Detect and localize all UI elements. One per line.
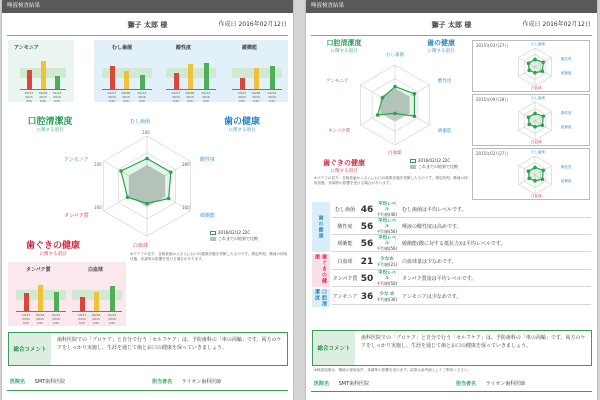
radar-point [533, 112, 537, 116]
history-label: 酸性度 [561, 165, 572, 169]
bar-date-label: 03/27 2015 03C [77, 313, 87, 325]
section-teeth-sub: に関する項目 [427, 49, 455, 54]
radar-scale-label: 100 [94, 205, 102, 210]
legend-current: 2016/02/12 22C [218, 230, 251, 235]
footer-line [311, 391, 592, 392]
row-level [376, 271, 398, 286]
clinic-label: 医院名 [10, 379, 26, 385]
axis-line [232, 89, 282, 90]
level-range: 平均値(46) [376, 212, 398, 217]
comment-box [8, 332, 288, 366]
bar-date-label: 02/12 2016 03C [201, 91, 211, 103]
doctor-info [152, 378, 221, 385]
row-comment: タンパク質量は平均レベルです。 [402, 276, 477, 282]
bar-date-label: 02/12 2016 03C [52, 91, 62, 103]
bar-chart [166, 56, 216, 103]
panel-title: むし歯菌 [112, 45, 133, 51]
radar-chart [92, 128, 202, 246]
bar-date-label: 09/28 2015 03C [251, 91, 261, 103]
history-label: 酸性度 [561, 111, 572, 115]
row-level [376, 219, 398, 234]
bar-date-label: 03/27 2015 03C [107, 91, 117, 103]
clinic-name: SMT歯科医院 [338, 381, 370, 387]
radar-point [413, 114, 417, 118]
bar-chart [232, 56, 282, 103]
clinic-name: SMT歯科医院 [34, 379, 66, 385]
history-label: 白血球 [531, 86, 542, 90]
bar [110, 66, 115, 90]
panel-teeth-group [94, 40, 288, 102]
radar-scale-label: 100 [142, 130, 150, 135]
section-teeth-sub: に関する項目 [228, 128, 256, 133]
row-name: むし歯菌 [334, 207, 355, 213]
row-value: 50 [360, 273, 374, 284]
section-clean-title: 口腔清潔度 [27, 117, 73, 127]
radar-point [119, 169, 123, 173]
category-gum: 歯ぐきの健康 [312, 254, 330, 287]
doctor-info [456, 380, 525, 387]
table-row [332, 254, 591, 270]
history-radar [513, 45, 557, 89]
row-name: タンパク質 [332, 276, 358, 282]
category-teeth: 歯の健康 [312, 202, 330, 252]
table-row [332, 219, 591, 235]
history-label: 緩衝能 [561, 179, 572, 183]
level-label: 少なめ [380, 256, 394, 262]
radar-point [381, 96, 385, 100]
level-range: 平均値(56) [376, 246, 398, 251]
row-comment: 唾液の酸性度は高めです。 [402, 224, 462, 230]
panel-title: 酸性度 [176, 45, 192, 51]
axis-line [102, 89, 152, 90]
level-label: 平均レベル [378, 202, 396, 212]
radar-label: 酸性度 [200, 157, 216, 163]
history-chart [472, 94, 590, 146]
radar-point [393, 85, 397, 89]
row-value: 36 [360, 291, 374, 302]
section-gum-title: 歯ぐきの健康 [25, 241, 80, 251]
row-value: 46 [360, 204, 374, 215]
history-date: 2015年09月28日 [476, 97, 509, 102]
history-chart [472, 40, 590, 92]
legend-reference: これまでの結果で比較 [418, 164, 458, 169]
history-date: 2015年02月27日 [476, 151, 509, 156]
bar-chart [72, 278, 122, 325]
level-label: 少な め [379, 291, 395, 297]
history-radar [513, 153, 557, 197]
row-value: 56 [360, 221, 374, 232]
radar-point [527, 169, 531, 173]
radar-point [145, 202, 149, 206]
axis-line [20, 89, 66, 90]
panel-title: タンパク質 [26, 267, 51, 273]
clinic-label: 医院名 [314, 381, 330, 387]
section-clean-title: 口腔清潔度 [326, 39, 362, 47]
panel-ammonia [8, 40, 74, 102]
section-gum-title: 歯ぐきの健康 [323, 159, 365, 167]
bar-date-label: 02/12 2016 03C [137, 91, 147, 103]
row-comment: 白血球量は少なめです。 [402, 259, 457, 265]
bar-date-label: 03/27 2015 03C [237, 91, 247, 103]
radar-point [533, 179, 537, 183]
radar-label: 白血球 [388, 151, 402, 156]
radar-label: むし歯菌 [386, 53, 404, 58]
radar-point [527, 123, 531, 127]
axis-line [166, 89, 216, 90]
result-table [312, 202, 591, 312]
bar [110, 286, 115, 312]
level-range: 平均値(36) [376, 296, 398, 302]
bar-date-label: 02/12 2016 03C [51, 313, 61, 325]
bar [124, 71, 129, 90]
bar [55, 76, 60, 90]
history-label: 緩衝能 [561, 125, 572, 129]
row-comment: 緩衝能(酸に対する抵抗力)は平均レベルです。 [402, 241, 506, 247]
radar-point [541, 168, 545, 172]
patient-name: 獅子 太郎 様 [431, 21, 472, 29]
level-label: 平均レベル [378, 236, 396, 246]
radar-scale-label: 100 [182, 162, 190, 167]
history-label: 緩衝能 [561, 71, 572, 75]
legend-reference: これまでの結果で比較 [218, 236, 258, 241]
section-teeth-title: 歯の健康 [427, 39, 455, 47]
row-level [376, 257, 398, 267]
doctor-name: ライオン歯科医師 [485, 381, 526, 387]
bar [204, 63, 209, 90]
level-range: 平均値(50) [376, 281, 398, 286]
row-value: 21 [360, 256, 374, 267]
radar-label: タンパク質 [328, 129, 351, 134]
clinic-info [314, 380, 369, 387]
bar-date-label: 09/28 2015 03C [185, 91, 195, 103]
radar-point [541, 123, 545, 127]
radar-label: タンパク質 [64, 213, 89, 219]
radar-point [393, 112, 397, 116]
table-row [332, 236, 591, 252]
doctor-label: 担当者名 [152, 379, 173, 385]
bar [38, 285, 43, 312]
table-row [332, 271, 591, 287]
comment-text: 歯科医院での「プロケア」と自分で行う「セルフケア」は、予防歯科の「車の両輪」です。両方のケアをしっかり実施し、生涯を通じて歯とお口の健康を保っていきましょう。 [57, 337, 282, 351]
bar-date-label: 09/28 2015 03C [35, 313, 45, 325]
bar-date-label: 03/27 2015 03C [21, 313, 31, 325]
radar-legend [210, 230, 258, 242]
radar-point [533, 58, 537, 62]
bar [27, 70, 32, 90]
bar-chart [16, 278, 66, 325]
bar-date-label: 03/27 2015 03C [24, 91, 34, 103]
radar-label: むし歯菌 [130, 119, 151, 125]
axis-line [72, 311, 122, 312]
radar-point [527, 177, 531, 181]
footer-line [7, 390, 288, 391]
radar-point [413, 92, 417, 96]
radar-point [541, 69, 545, 73]
panel-title: 緩衝能 [242, 45, 258, 51]
bar [24, 293, 29, 312]
radar-label: 緩衝能 [200, 213, 216, 219]
axis-line [16, 311, 66, 312]
bar-chart [20, 56, 66, 103]
row-level [376, 202, 398, 217]
doctor-label: 担当者名 [456, 381, 477, 387]
bar [80, 297, 85, 312]
row-comment: むし歯菌は平均レベルです。 [402, 207, 467, 213]
row-name: 白血球 [337, 259, 353, 265]
radar-point [167, 197, 171, 201]
doctor-name: ライオン歯科医師 [181, 379, 222, 385]
panel-title: アンモニア [14, 45, 39, 51]
history-label: 白血球 [531, 140, 542, 144]
bar-date-label: 09/28 2015 03C [38, 91, 48, 103]
bar [254, 68, 259, 90]
section-teeth-title: 歯の健康 [223, 117, 260, 127]
history-label: むし歯菌 [531, 96, 545, 100]
bar-date-label: 02/12 2016 03C [107, 313, 117, 325]
radar-point [527, 115, 531, 119]
section-gum-sub: に関する項目 [39, 252, 67, 257]
radar-point [533, 125, 537, 129]
report-page-2 [306, 0, 597, 400]
radar-point [169, 170, 173, 174]
comment-box [312, 330, 592, 366]
radar-value-line [378, 87, 415, 117]
level-range: 平均値(21) [376, 261, 398, 267]
radar-label: 酸性度 [438, 79, 452, 84]
created-date: 作成日 2016年02月12日 [522, 21, 591, 28]
section-clean-sub: に関する項目 [330, 49, 358, 54]
bar [270, 66, 275, 90]
section-clean-sub: に関する項目 [36, 128, 64, 133]
row-level [376, 292, 398, 302]
row-comment: アンモニアは少なめです。 [402, 294, 462, 300]
comment-text: 歯科医院での「プロケア」と自分で行う「セルフケア」は、予防歯科の「車の両輪」です。両方のケアをしっかり実施し、生涯を通じて歯とお口の健康を保っていきましょう。 [361, 335, 586, 349]
radar-label: アンモニア [326, 79, 349, 84]
bar [174, 73, 179, 90]
radar-point [376, 113, 380, 117]
radar-point [533, 71, 537, 75]
divider [7, 35, 288, 36]
bar-date-label: 02/12 2016 03C [267, 91, 277, 103]
history-label: むし歯菌 [531, 150, 545, 154]
comment-label: 総合コメント [9, 333, 51, 365]
history-chart [472, 148, 590, 200]
radar-label: アンモニア [64, 157, 89, 163]
radar-point [527, 61, 531, 65]
category-clean: 口腔清潔度 [312, 289, 330, 307]
table-row [332, 289, 591, 305]
graph-note: ※グラフの見方：各検査値からさらにお口の健康状態を判断したものです。測定時刻、唾液の採取状態、体調等の影響を受ける場合があります。 [130, 252, 288, 261]
radar-point [527, 69, 531, 73]
radar-legend [410, 158, 458, 170]
bar [41, 61, 46, 90]
radar-point [541, 60, 545, 64]
history-label: むし歯菌 [531, 42, 545, 46]
level-range: 平均値(56) [376, 229, 398, 234]
history-date: 2015年03月27日 [476, 43, 509, 48]
radar-point [533, 166, 537, 170]
panel-gum-group [8, 262, 126, 326]
row-name: 酸性度 [337, 224, 353, 230]
level-label: 平均レベル [378, 219, 396, 229]
row-value: 56 [360, 238, 374, 249]
radar-label: 白血球 [133, 243, 149, 249]
comment-label: 総合コメント [313, 331, 355, 365]
bar [94, 292, 99, 312]
history-label: 酸性度 [561, 57, 572, 61]
section-gum-sub: に関する項目 [330, 169, 358, 174]
radar-scale-label: 100 [94, 162, 102, 167]
panel-title: 白血球 [88, 267, 104, 273]
radar-point [126, 195, 130, 199]
row-name: アンモニア [332, 294, 358, 300]
history-radar [513, 99, 557, 143]
clinic-info [10, 378, 65, 385]
header-title: 唾液検査結果 [2, 0, 293, 13]
radar-label: 緩衝能 [438, 129, 452, 134]
bar [140, 75, 145, 90]
radar-point [145, 157, 149, 161]
level-label: 平均レベル [378, 271, 396, 281]
bar-date-label: 09/28 2015 03C [121, 91, 131, 103]
history-label: 白血球 [531, 194, 542, 198]
bar-chart [102, 56, 152, 103]
patient-name: 獅子 太郎 様 [127, 21, 168, 29]
radar-scale-label: 100 [182, 205, 190, 210]
created-date: 作成日 2016年02月12日 [218, 21, 287, 28]
bar-date-label: 03/27 2015 03C [171, 91, 181, 103]
row-level [376, 236, 398, 251]
radar-point [541, 177, 545, 181]
bar [188, 64, 193, 90]
row-name: 緩衝能 [337, 241, 353, 247]
radar-point [541, 114, 545, 118]
divider [311, 35, 592, 36]
header-title: 唾液検査結果 [306, 0, 597, 13]
bar-date-label: 09/28 2015 03C [91, 313, 101, 325]
radar-chart [350, 60, 440, 150]
graph-note: ※グラフの見方：各検査値からさらにお口の健康状態を判断したものです。測定時刻、唾液の採取状態、体調等の影響を受ける場合があります。 [314, 176, 468, 185]
legend-current: 2016/02/12 22C [418, 158, 451, 163]
table-row [332, 202, 591, 218]
footnote: ※検査結果は、唾液の採取条件、体調等の影響を受けます。結果は参考値としてご利用ください。 [314, 368, 472, 372]
bar [54, 292, 59, 312]
report-page-1 [2, 0, 293, 400]
